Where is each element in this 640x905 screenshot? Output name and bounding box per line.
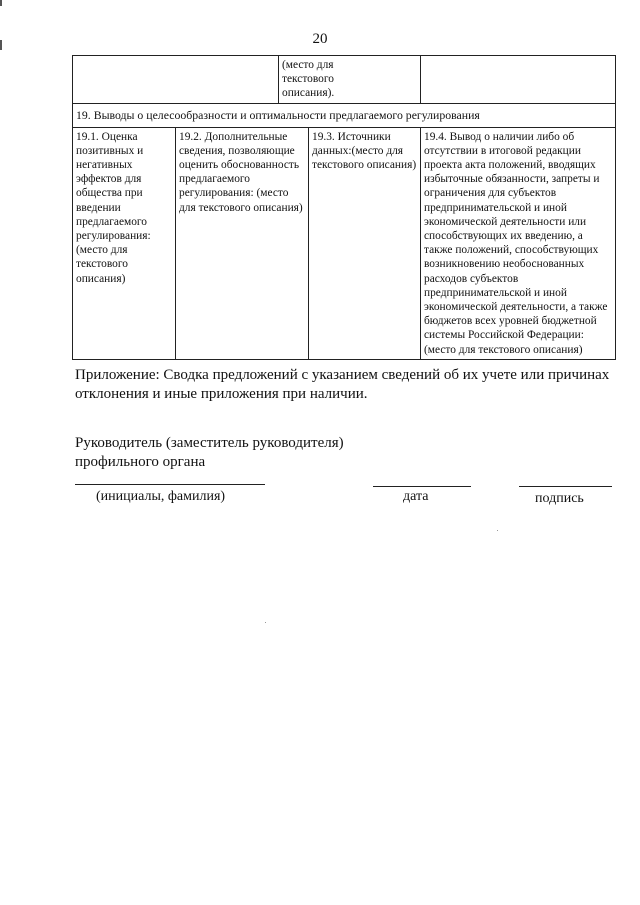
date-line (373, 486, 471, 487)
appendix-note: Приложение: Сводка предложений с указанием сведений об их учете или причинах отклонения и иные приложения при наличии. (75, 367, 610, 402)
section-header: 19. Выводы о целесообразности и оптимальности предлагаемого регулирования (73, 103, 616, 127)
table-cell-empty-left (73, 56, 279, 104)
signature-label: подпись (535, 491, 584, 506)
table-row (73, 127, 616, 359)
initials-label: (инициалы, фамилия) (96, 489, 226, 504)
cell-19-1-effects: 19.1. Оценка позитивных и негативных эффектов для общества при введении предлагаемого регулирования: (место для текстового описания) (73, 127, 176, 359)
table-row (73, 103, 616, 127)
signature-line (519, 486, 612, 487)
scan-speck (497, 530, 498, 531)
signatory-title: Руководитель (заместитель руководителя) профильного органа (75, 435, 344, 470)
page-number: 20 (312, 31, 328, 47)
cell-19-3-data-sources: 19.3. Источники данных:(место для текстового описания) (309, 127, 421, 359)
scan-speck (265, 622, 266, 623)
cell-19-2-additional-info: 19.2. Дополнительные сведения, позволяющие оценить обоснованность предлагаемого регулирования: (место для текстового описания) (176, 127, 309, 359)
scan-edge-mark (0, 0, 2, 6)
table-row (73, 56, 616, 104)
table-cell-empty-right (421, 56, 616, 104)
table-cell-placeholder: (место для текстового описания). (279, 56, 421, 104)
regulation-conclusions-table (72, 55, 616, 360)
date-label: дата (403, 489, 429, 504)
initials-line (75, 484, 265, 485)
cell-19-4-conclusion: 19.4. Вывод о наличии либо об отсутствии в итоговой редакции проекта акта положений, вводящих избыточные обязанности, запреты и ограничения для субъектов предпринимательской и иной экономической деятельности или способствующих их введению, а также положений, способствующих возникновению необоснованных расходов субъектов предпринимательской и иной экономической деятельности, а также бюджетов всех уровней бюджетной системы Российской Федерации: (место для текстового описания) (421, 127, 616, 359)
